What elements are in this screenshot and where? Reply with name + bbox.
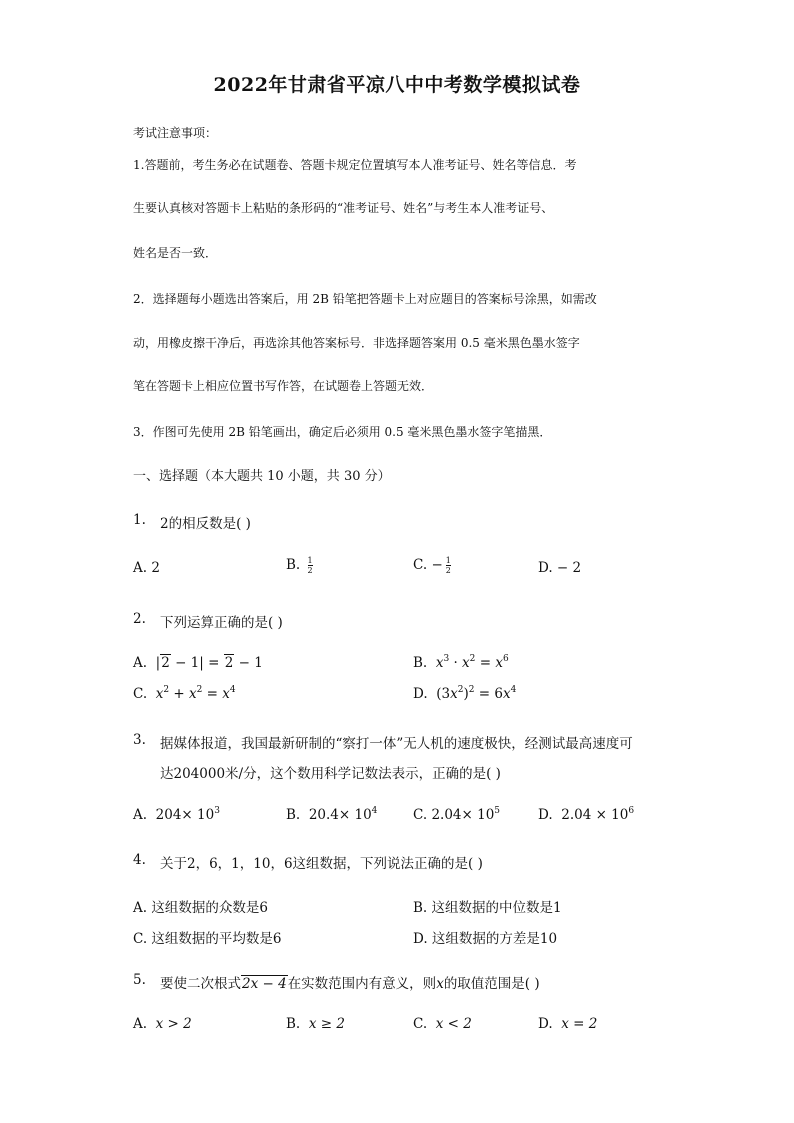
question-text: 下列运算正确的是( )	[160, 615, 283, 631]
notice-line: 生要认真核对答题卡上粘贴的条形码的“准考证号、姓名”与考生本人准考证号、	[133, 201, 554, 215]
option-c: C. x < 2	[413, 1016, 472, 1032]
fraction: $\frac{1}{2}$	[445, 556, 451, 575]
question-text: 要使二次根式2x − 4在实数范围内有意义，则x的取值范围是( )	[160, 976, 540, 992]
option-b: B. $\frac{1}{2}$	[286, 556, 313, 575]
fraction: $\frac{1}{2}$	[307, 556, 313, 575]
option-c: C. 这组数据的平均数是6	[133, 931, 282, 947]
question-text: 达204000米/分，这个数用科学记数法表示，正确的是( )	[160, 766, 501, 782]
option-c: C. $x^2 + x^2 = x^4$	[133, 685, 236, 702]
question-number: 4.	[133, 852, 146, 868]
question-number: 2.	[133, 611, 146, 627]
option-a: A. 这组数据的众数是6	[133, 900, 268, 916]
option-b: B. $x^3 \cdot x^2 = x^6$	[413, 654, 509, 671]
section-heading: 一、选择题（本大题共 10 小题，共 30 分）	[133, 469, 391, 484]
option-d: D. 这组数据的方差是10	[413, 931, 558, 947]
notice-line: 3．作图可先使用 2B 铅笔画出，确定后必须用 0.5 毫米黑色墨水签字笔描黑．	[133, 425, 552, 439]
option-d: D. − 2	[538, 560, 582, 576]
notice-line: 姓名是否一致．	[133, 246, 218, 260]
option-b: B. $20.4\times 10^4$	[286, 806, 378, 823]
exam-title: 2022年甘肃省平凉八中中考数学模拟试卷	[213, 74, 581, 96]
question-text: 2的相反数是( )	[160, 516, 251, 532]
option-a: A. |2 − 1| = 2 − 1	[133, 655, 263, 671]
option-a: A. 2	[133, 560, 160, 576]
option-d: D. x = 2	[538, 1016, 598, 1032]
option-b: B. x ≥ 2	[286, 1016, 345, 1032]
option-a: A. x > 2	[133, 1016, 192, 1032]
notice-line: 1.答题前，考生务必在试题卷、答题卡规定位置填写本人准考证号、姓名等信息．考	[133, 158, 577, 172]
notice-line: 2．选择题每小题选出答案后，用 2B 铅笔把答题卡上对应题目的答案标号涂黑，如需改	[133, 292, 597, 306]
option-d: D. $(3x^2)^2 = 6x^4$	[413, 685, 517, 702]
question-number: 3.	[133, 732, 146, 748]
question-text: 据媒体报道，我国最新研制的“察打一体”无人机的速度极快，经测试最高速度可	[160, 736, 633, 752]
radical: 2x − 4	[242, 976, 287, 992]
option-a: A. $204\times 10^3$	[133, 806, 220, 823]
question-text: 关于2，6，1，10，6这组数据，下列说法正确的是( )	[160, 856, 483, 872]
notice-heading: 考试注意事项：	[133, 126, 218, 140]
option-d: D. $2.04 \times 10^6$	[538, 806, 635, 823]
option-c: C. $2.04\times 10^5$	[413, 806, 501, 823]
question-number: 5.	[133, 972, 146, 988]
notice-line: 笔在答题卡上相应位置书写作答，在试题卷上答题无效．	[133, 379, 434, 393]
option-b: B. 这组数据的中位数是1	[413, 900, 562, 916]
option-c: C. − $\frac{1}{2}$	[413, 556, 451, 575]
notice-line: 动，用橡皮擦干净后，再选涂其他答案标号．非选择题答案用 0.5 毫米黑色墨水签字	[133, 336, 580, 350]
question-number: 1.	[133, 512, 146, 528]
